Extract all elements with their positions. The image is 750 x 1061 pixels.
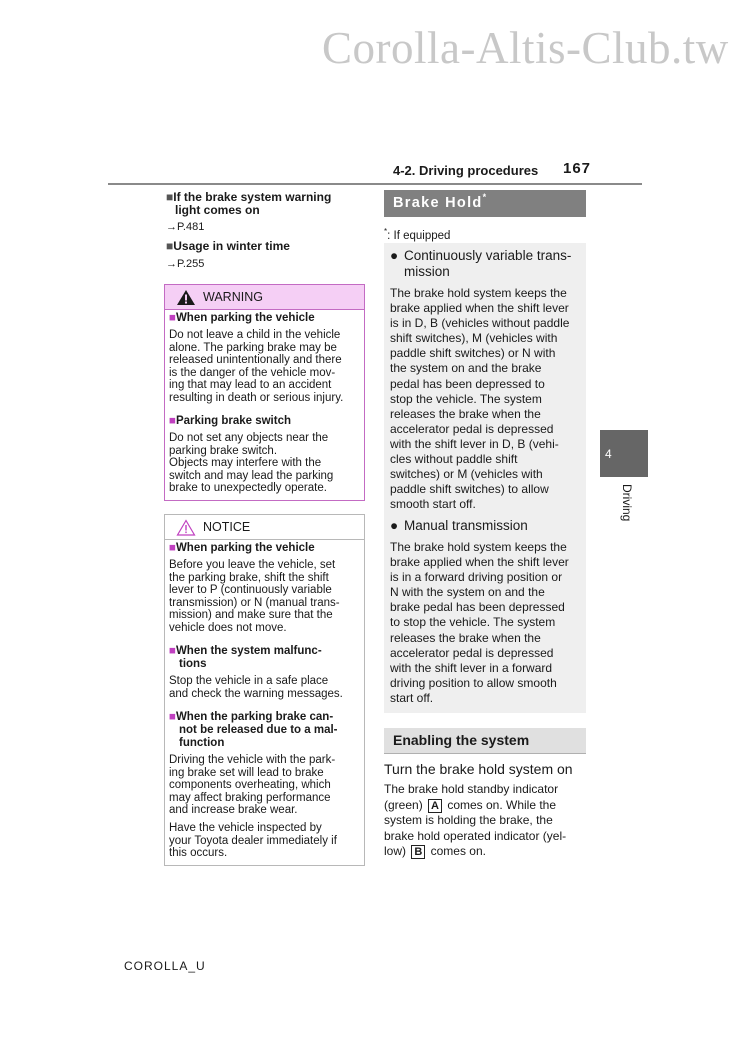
manual-section	[384, 515, 586, 713]
warning-section-heading: ■Parking brake switch	[169, 415, 291, 427]
header-rule	[108, 183, 642, 185]
warning-section-text: Do not set any objects near the parking brake switch. Objects may interfere with the switch and may lead the parking brake to unexpectedly operate.	[169, 432, 334, 495]
warning-box	[164, 284, 365, 501]
notice-label: NOTICE	[203, 520, 251, 534]
winter-usage-heading: ■Usage in winter time	[166, 239, 290, 253]
warning-label: WARNING	[203, 290, 263, 304]
manual-heading: ● Manual transmission	[390, 518, 528, 533]
indicator-b-label: B	[411, 845, 425, 859]
chapter-tab	[600, 430, 648, 477]
notice-section-text: Stop the vehicle in a safe place and check the warning messages.	[169, 675, 343, 700]
cvt-text: The brake hold system keeps the brake applied when the shift lever is in D, B (vehicles without paddle shift switches), M (vehicles with paddle shift switches) or N with the system on and the brake pedal has been depressed to stop the vehicle. The system releases the brake when the accelerator pedal is depressed with the shift lever in D, B (vehi- cles without paddle shift switches) or M (vehicles with paddle shift switches) to allow smooth start off.	[390, 286, 570, 512]
footer-model: COROLLA_U	[124, 959, 206, 973]
winter-usage-ref[interactable]: →P.255	[166, 258, 205, 270]
caution-triangle-icon	[176, 519, 196, 536]
page-title: Brake Hold*	[393, 192, 487, 211]
notice-section-text: Driving the vehicle with the park- ing brake set will lead to brake components overheating, which may affect braking performance and increase brake wear.	[169, 754, 336, 817]
enabling-heading-bar	[384, 728, 586, 754]
notice-box	[164, 514, 365, 866]
chapter-number: 4	[605, 447, 612, 461]
section-title: 4-2. Driving procedures	[393, 163, 539, 178]
watermark: Corolla-Altis-Club.tw	[322, 23, 729, 73]
chapter-label: Driving	[620, 484, 634, 522]
notice-section-heading: ■When the parking brake can- not be released due to a mal- function	[169, 711, 338, 749]
notice-section-text: Before you leave the vehicle, set the parking brake, shift the shift lever to P (continuously variable transmission) or N (manual trans- mission) and make sure that the vehicle does not move.	[169, 559, 340, 634]
equipment-footnote: *: If equipped	[384, 227, 451, 242]
cvt-section	[384, 243, 586, 517]
indicator-a-label: A	[428, 799, 442, 813]
warning-section-text: Do not leave a child in the vehicle alone. The parking brake may be released unintentionally and there is the danger of the vehicle mov- ing that may lead to an accident resulting in death or serious injury.	[169, 329, 344, 404]
notice-section-heading: ■When parking the vehicle	[169, 542, 315, 554]
brake-warning-light-ref[interactable]: →P.481	[166, 221, 205, 233]
enabling-text: The brake hold standby indicator (green) A comes on. While the system is holding the brake, the brake hold operated indicator (yel- low) B comes on.	[384, 782, 567, 858]
notice-section-text: Have the vehicle inspected by your Toyota dealer immediately if this occurs.	[169, 822, 337, 860]
notice-header	[165, 515, 364, 540]
warning-section-heading: ■When parking the vehicle	[169, 312, 315, 324]
warning-header	[165, 285, 364, 310]
page-title-bar	[384, 190, 586, 217]
warning-triangle-icon	[176, 289, 196, 306]
enabling-step: Turn the brake hold system on	[384, 761, 573, 777]
page-number: 167	[563, 160, 592, 177]
enabling-heading: Enabling the system	[393, 732, 530, 748]
brake-warning-light-heading: ■If the brake system warning light comes on	[166, 190, 332, 217]
manual-text: The brake hold system keeps the brake applied when the shift lever is in a forward driving position or N with the system on and the brake pedal has been depressed to stop the vehicle. The system releases the brake when the accelerator pedal is depressed with the shift lever in a forward driving position to allow smooth start off.	[390, 540, 569, 705]
cvt-heading: ● Continuously variable trans- mission	[390, 248, 572, 279]
notice-section-heading: ■When the system malfunc- tions	[169, 645, 322, 670]
